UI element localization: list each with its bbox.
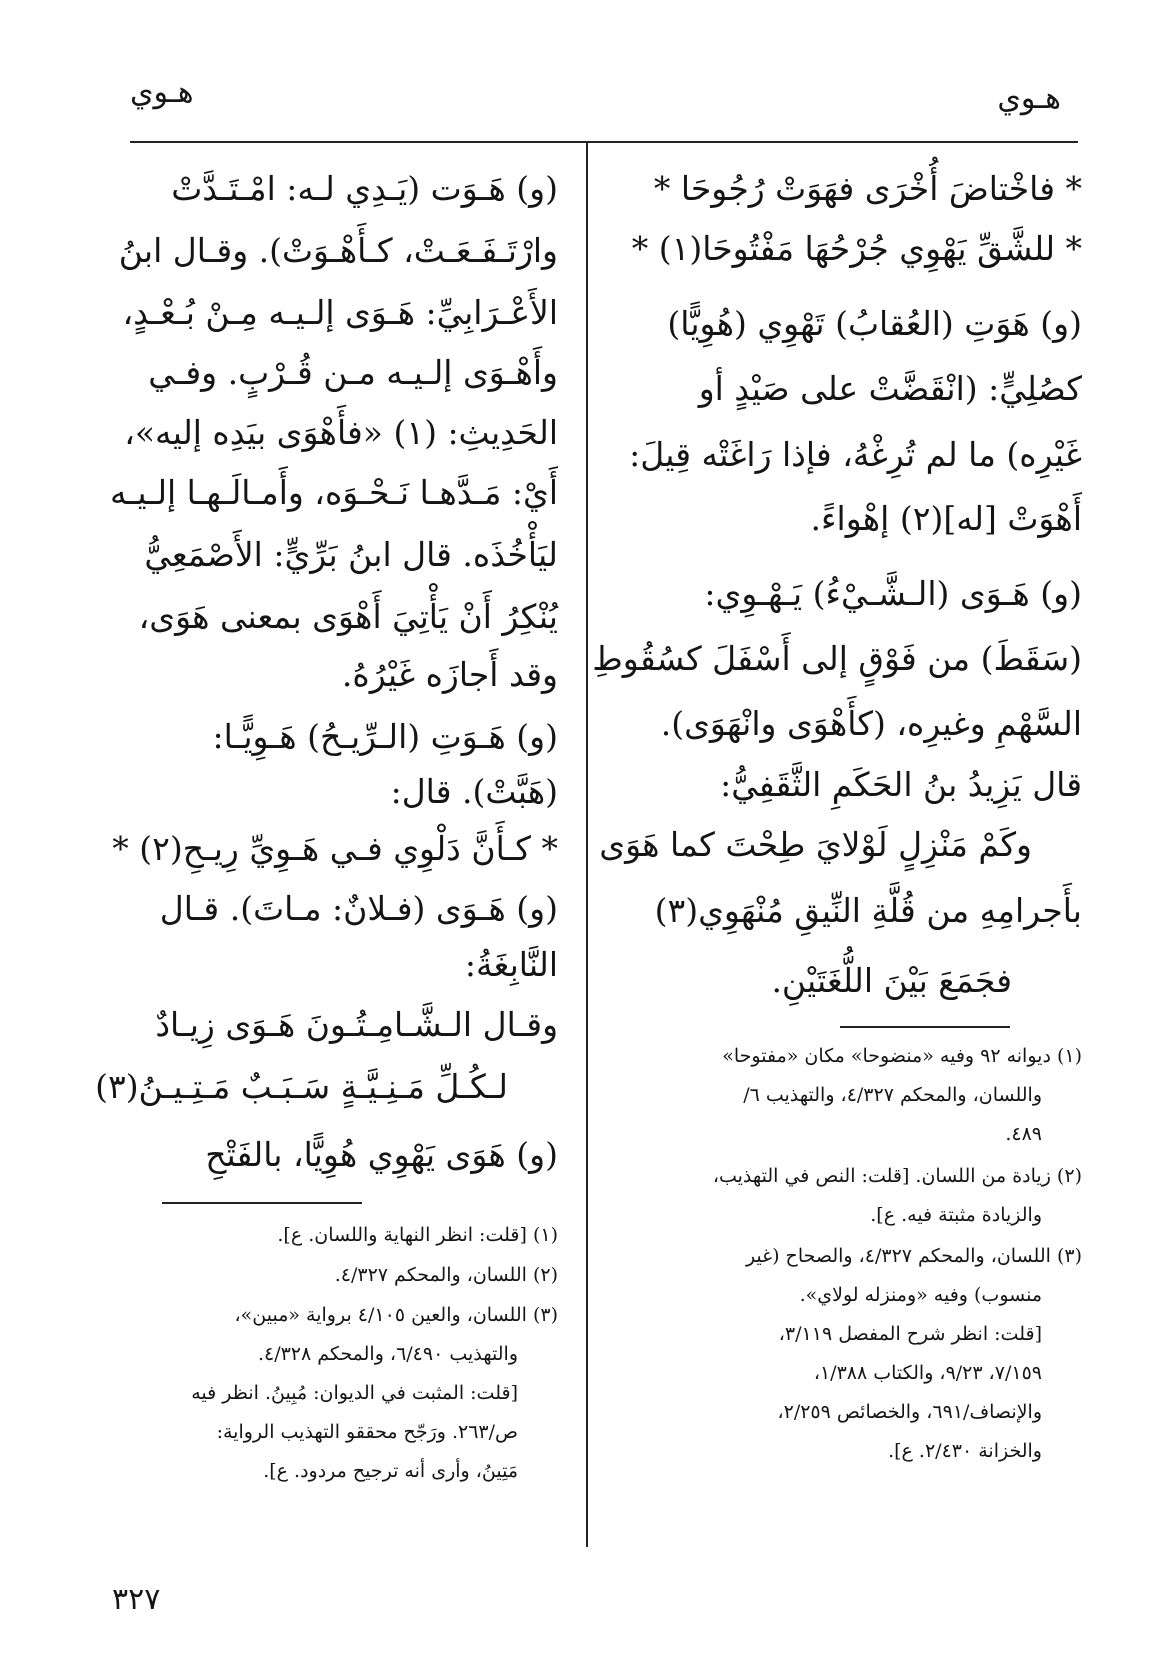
- footnote-line: والخزانة ٢/٤٣٠. ع].: [888, 1440, 1042, 1462]
- text-line: وأَهْـوَى إلـيـه مـن قُـرْبٍ. وفـي: [148, 353, 558, 392]
- text-line: السَّهْمِ وغيرِه، (كأَهْوَى وانْهَوَى).: [660, 704, 1082, 743]
- text-line: وارْتَـفَـعَـتْ، كـأَهْـوَتْ). وقـال ابنُ: [118, 231, 558, 270]
- text-line: أَيْ: مَـدَّهـا نَـحْـوَه، وأَمـالَـهـا إلـيـه: [109, 473, 558, 512]
- text-line: النَّابِغَةُ:: [464, 945, 558, 984]
- verse-line: وقـال الـشَّـامِـتُـونَ هَـوَى زِيـادٌ: [155, 1005, 558, 1044]
- text-line: كصُلِيٍّ: (انْقَضَّتْ على صَيْدٍ أو: [698, 369, 1082, 408]
- text-line: الحَدِيثِ: (١) «فأَهْوَى بيَدِه إليه»،: [124, 413, 558, 452]
- footnote-line: ص/٢٦٣. ورَجّح محققو التهذيب الرواية:: [216, 1421, 518, 1443]
- column-divider: [586, 142, 588, 1547]
- text-line: يُنْكِرُ أَنْ يَأْتِيَ أَهْوَى بمعنى هَوَى،: [138, 597, 558, 636]
- footnote-line: والتهذيب ٦/٤٩٠، والمحكم ٤/٣٢٨.: [257, 1343, 518, 1365]
- footnote-line: (٣) اللسان، والعين ٤/١٠٥ برواية «مبين»،: [234, 1304, 558, 1326]
- footnote-line: (٢) اللسان، والمحكم ٤/٣٢٧.: [334, 1264, 558, 1286]
- footnote-line: مَتِينُ، وأرى أنه ترجيح مردود. ع].: [263, 1460, 518, 1482]
- footnote-rule: [840, 1026, 1010, 1028]
- text-line: أَهْوَتْ [له](٢) إهْواءً.: [810, 499, 1082, 538]
- footnote-line: ٧/١٥٩، ٩/٢٣، والكتاب ١/٣٨٨،: [813, 1362, 1042, 1384]
- running-head-right: هـوي: [997, 81, 1061, 116]
- text-line: الأَعْـرَابِيِّ: هَـوَى إلـيـه مِـنْ بُـعْـدٍ،: [122, 293, 558, 332]
- text-line: (سَقَطَ) من فَوْقٍ إلى أَسْفَلَ كسُقُوطِ: [592, 639, 1082, 678]
- footnote-line: منسوب) وفيه «ومنزله لولاي».: [799, 1284, 1042, 1306]
- header-rule: [130, 141, 1078, 143]
- text-line: فجَمَعَ بَيْنَ اللُّغَتَيْنِ.: [771, 961, 1012, 1000]
- text-line: (و) هَـوَى (الـشَّـيْءُ) يَـهْـوِي:: [704, 574, 1082, 613]
- text-line: (هَبَّتْ). قال:: [390, 772, 558, 811]
- text-line: (و) هَـوَى (فـلانٌ: مـاتَ). قـال: [159, 889, 558, 928]
- verse-line: وكَمْ مَنْزِلٍ لَوْلايَ طِحْتَ كما هَوَى: [599, 825, 1032, 864]
- text-line: قال يَزِيدُ بنُ الحَكَمِ الثَّقَفِيُّ:: [720, 765, 1082, 804]
- footnote-line: [قلت: انظر شرح المفصل ٣/١١٩،: [778, 1323, 1042, 1345]
- footnote-line: والزيادة مثبتة فيه. ع].: [870, 1204, 1042, 1226]
- text-line: (و) هَـوَتِ (الـرِّيـحُ) هَـوِيًّـا:: [212, 717, 558, 756]
- footnote-line: (١) [قلت: انظر النهاية واللسان. ع].: [277, 1224, 558, 1246]
- text-line: (و) هَوَتِ (العُقابُ) تَهْوِي (هُوِيًّا): [667, 304, 1082, 343]
- verse-line: لـكُـلِّ مَـنِـيَّـةٍ سَـبَـبٌ مَـتِـيـنُ(٣): [95, 1067, 508, 1106]
- footnote-line: والإنصاف/٦٩١، والخصائص ٢/٢٥٩،: [777, 1401, 1042, 1423]
- text-line: (و) هَوَى يَهْوِي هُوِيًّا، بالفَتْحِ: [205, 1135, 558, 1174]
- running-head-left: هـوي: [130, 75, 194, 110]
- footnote-line: واللسان، والمحكم ٤/٣٢٧، والتهذيب ٦/: [743, 1084, 1042, 1106]
- footnote-line: (٣) اللسان، والمحكم ٤/٣٢٧، والصحاح (غير: [745, 1245, 1082, 1267]
- text-line: غَيْرِه) ما لم تُرِغْهُ، فإذا رَاغَتْه قِيلَ:: [629, 435, 1082, 474]
- text-line: * كـأَنَّ دَلْوِي فـي هَـوِيِّ رِيـحِ(٢) *: [112, 829, 558, 868]
- footnote-line: (٢) زيادة من اللسان. [قلت: النص في التهذيب،: [712, 1165, 1082, 1187]
- footnote-line: (١) ديوانه ٩٢ وفيه «منضوحا» مكان «مفتوحا»: [722, 1045, 1082, 1067]
- text-line: وقد أَجازَه غَيْرُهُ.: [341, 655, 558, 694]
- footnote-rule: [162, 1202, 362, 1204]
- text-line: * للشَّقِّ يَهْوِي جُرْحُهَا مَفْتُوحَا(١) *: [631, 229, 1082, 268]
- verse-line: بأَجرامِهِ من قُلَّةِ النِّيقِ مُنْهَوِي(٣): [654, 891, 1082, 930]
- footnote-line: ٤٨٩.: [1005, 1123, 1042, 1145]
- text-line: ليَأْخُذَه. قال ابنُ بَرِّيٍّ: الأَصْمَعِيُّ: [144, 535, 558, 574]
- footnote-line: [قلت: المثبت في الديوان: مُبِينُ. انظر فيه: [191, 1382, 518, 1404]
- text-line: * فاخْتاضَ أُخْرَى فهَوَتْ رُجُوحَا *: [653, 169, 1082, 208]
- page-number: ٣٢٧: [112, 1582, 161, 1617]
- text-line: (و) هَـوَت (يَـدِي لـه: امْـتَـدَّتْ: [171, 169, 558, 208]
